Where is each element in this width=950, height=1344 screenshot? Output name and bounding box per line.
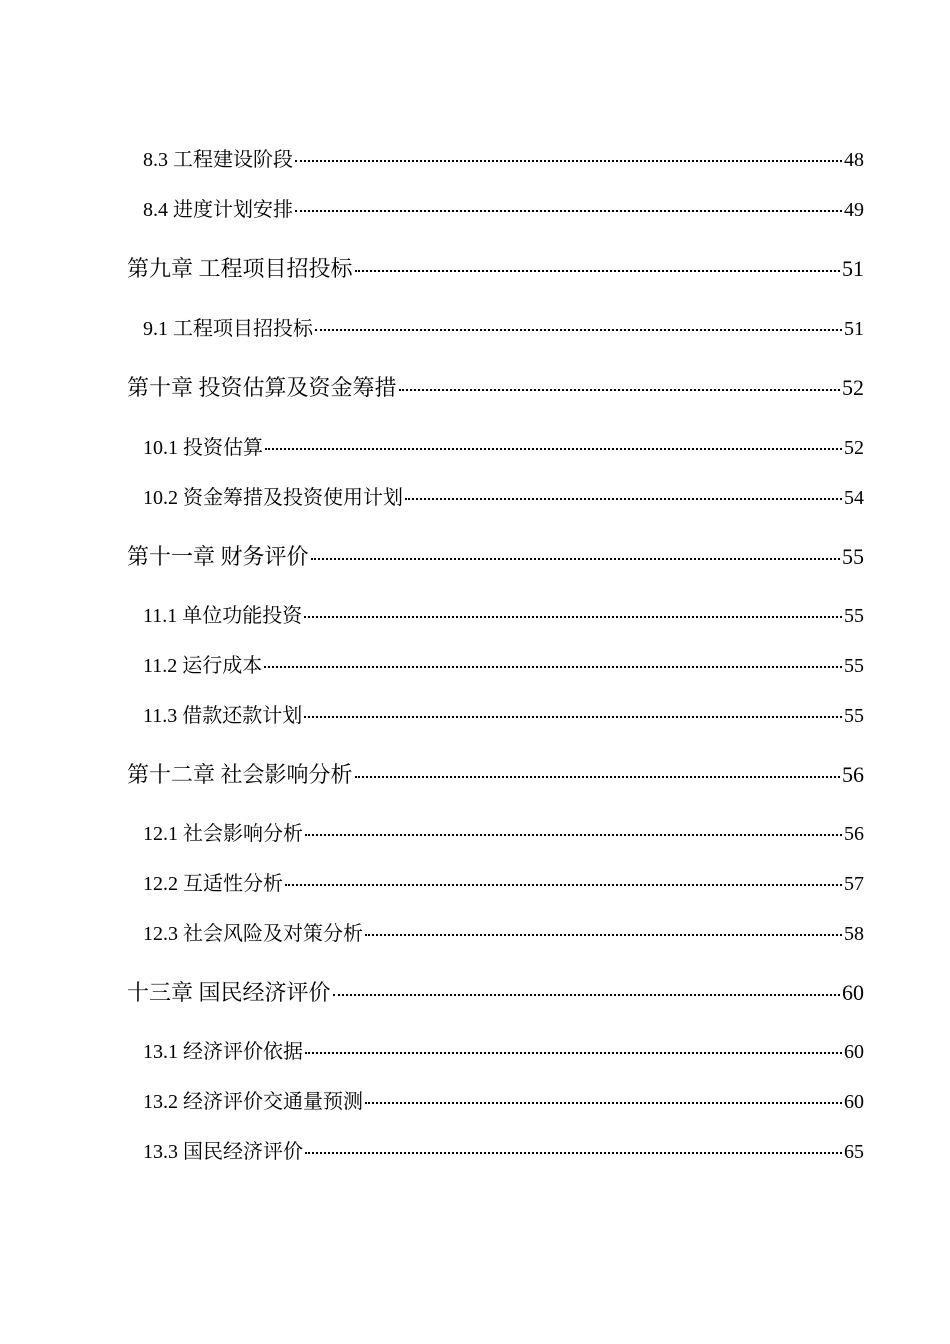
toc-entry-label: 11.1 单位功能投资 bbox=[143, 605, 303, 627]
toc-entry-10-2[interactable] bbox=[143, 486, 864, 510]
toc-dot-leader bbox=[333, 994, 840, 996]
toc-page-number: 55 bbox=[844, 705, 864, 727]
toc-entry-label: 12.1 社会影响分析 bbox=[143, 823, 303, 845]
toc-entry-11-1[interactable] bbox=[143, 604, 864, 628]
toc-dot-leader bbox=[304, 616, 842, 618]
toc-dot-leader bbox=[265, 448, 842, 450]
toc-entry-11-2[interactable] bbox=[143, 654, 864, 678]
toc-page-number: 52 bbox=[844, 437, 864, 459]
toc-entry-label: 9.1 工程项目招投标 bbox=[143, 318, 313, 340]
toc-page-number: 56 bbox=[844, 823, 864, 845]
toc-entry-12-1[interactable] bbox=[143, 822, 864, 846]
toc-entry-label: 13.2 经济评价交通量预测 bbox=[143, 1091, 363, 1113]
toc-entry-label: 13.3 国民经济评价 bbox=[143, 1141, 303, 1163]
toc-entry-label: 第十二章 社会影响分析 bbox=[127, 762, 353, 787]
toc-entry-label: 8.3 工程建设阶段 bbox=[143, 149, 293, 171]
toc-entry-label: 第十章 投资估算及资金筹措 bbox=[127, 375, 397, 400]
toc-page-number: 56 bbox=[842, 762, 864, 787]
toc-entry-11-3[interactable] bbox=[143, 704, 864, 728]
toc-entry-label: 11.3 借款还款计划 bbox=[143, 705, 303, 727]
toc-page-number: 57 bbox=[844, 873, 864, 895]
toc-entry-label: 8.4 进度计划安排 bbox=[143, 199, 293, 221]
toc-entry-label: 12.2 互适性分析 bbox=[143, 873, 283, 895]
toc-page-number: 48 bbox=[844, 149, 864, 171]
toc-page-number: 51 bbox=[844, 318, 864, 340]
toc-dot-leader bbox=[305, 834, 842, 836]
toc-entry-chapter-9[interactable] bbox=[127, 256, 864, 282]
toc-entry-label: 10.1 投资估算 bbox=[143, 437, 263, 459]
toc-entry-chapter-13[interactable] bbox=[127, 980, 864, 1006]
toc-entry-label: 13.1 经济评价依据 bbox=[143, 1041, 303, 1063]
toc-entry-12-2[interactable] bbox=[143, 872, 864, 896]
toc-dot-leader bbox=[405, 498, 842, 500]
toc-entry-chapter-11[interactable] bbox=[127, 544, 864, 570]
toc-dot-leader bbox=[295, 210, 842, 212]
toc-page-number: 55 bbox=[844, 655, 864, 677]
toc-dot-leader bbox=[315, 329, 842, 331]
toc-entry-13-2[interactable] bbox=[143, 1090, 864, 1114]
toc-dot-leader bbox=[304, 716, 842, 718]
toc-dot-leader bbox=[305, 1152, 842, 1154]
toc-entry-12-3[interactable] bbox=[143, 922, 864, 946]
toc-page-number: 65 bbox=[844, 1141, 864, 1163]
toc-dot-leader bbox=[399, 389, 840, 391]
toc-page-number: 58 bbox=[844, 923, 864, 945]
toc-page-number: 55 bbox=[842, 544, 864, 569]
toc-page-number: 52 bbox=[842, 375, 864, 400]
toc-dot-leader bbox=[365, 934, 842, 936]
toc-entry-chapter-12[interactable] bbox=[127, 762, 864, 788]
toc-page-number: 60 bbox=[842, 980, 864, 1005]
toc-dot-leader bbox=[365, 1102, 842, 1104]
toc-dot-leader bbox=[285, 884, 842, 886]
toc-entry-label: 12.3 社会风险及对策分析 bbox=[143, 923, 363, 945]
toc-page-number: 55 bbox=[844, 605, 864, 627]
toc-entry-10-1[interactable] bbox=[143, 436, 864, 460]
toc-dot-leader bbox=[305, 1052, 842, 1054]
toc-dot-leader bbox=[264, 666, 842, 668]
toc-entry-13-1[interactable] bbox=[143, 1040, 864, 1064]
toc-page-number: 51 bbox=[842, 256, 864, 281]
toc-entry-label: 第十一章 财务评价 bbox=[127, 544, 309, 569]
toc-dot-leader bbox=[355, 776, 840, 778]
toc-dot-leader bbox=[295, 160, 842, 162]
toc-dot-leader bbox=[355, 270, 840, 272]
toc-dot-leader bbox=[311, 558, 840, 560]
toc-page-number: 49 bbox=[844, 199, 864, 221]
toc-entry-13-3[interactable] bbox=[143, 1140, 864, 1164]
toc-entry-chapter-10[interactable] bbox=[127, 375, 864, 401]
toc-page-number: 54 bbox=[844, 487, 864, 509]
toc-entry-8-3[interactable] bbox=[143, 148, 864, 172]
toc-entry-label: 十三章 国民经济评价 bbox=[127, 980, 331, 1005]
toc-entry-label: 11.2 运行成本 bbox=[143, 655, 263, 677]
toc-entry-label: 第九章 工程项目招投标 bbox=[127, 256, 353, 281]
toc-page-number: 60 bbox=[844, 1091, 864, 1113]
toc-page-number: 60 bbox=[844, 1041, 864, 1063]
toc-entry-9-1[interactable] bbox=[143, 317, 864, 341]
toc-entry-label: 10.2 资金筹措及投资使用计划 bbox=[143, 487, 403, 509]
toc-entry-8-4[interactable] bbox=[143, 198, 864, 222]
